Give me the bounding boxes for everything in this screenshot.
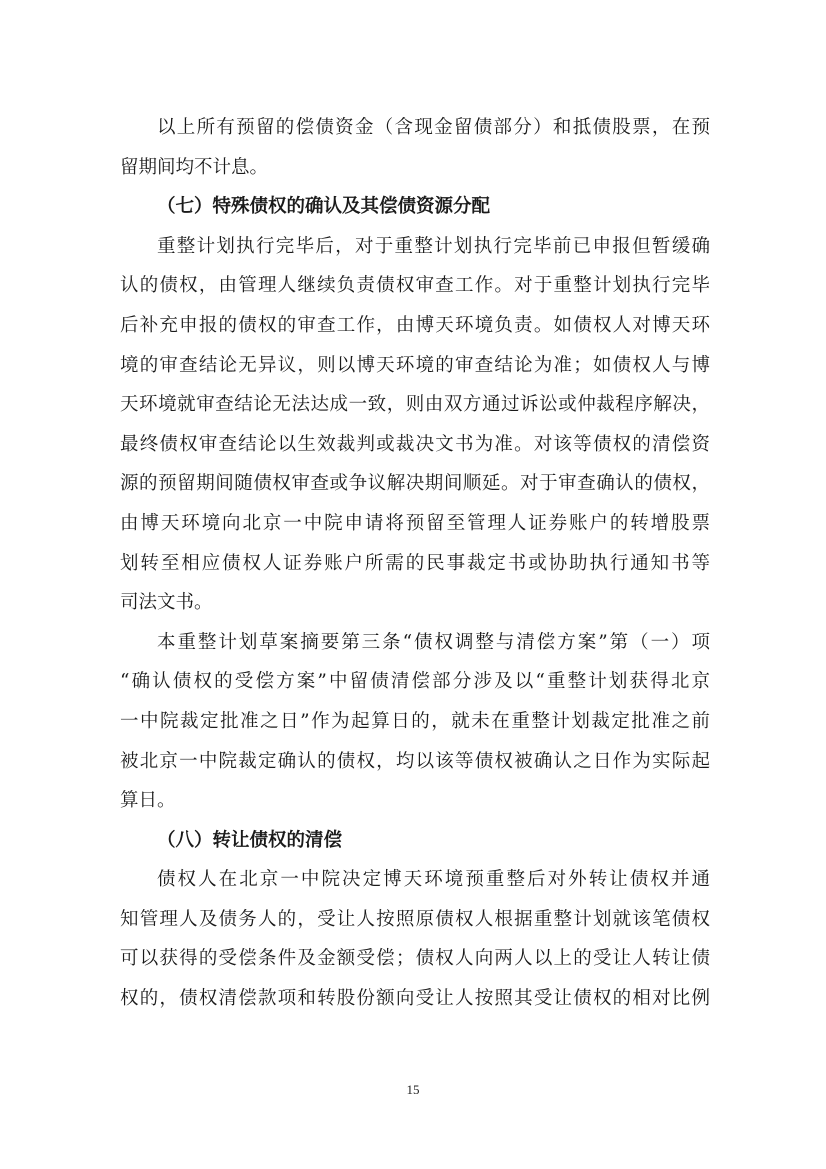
paragraph-line: 天环境就审查结论无法达成一致，则由双方通过诉讼或仲裁程序解决， [120, 394, 710, 416]
paragraph-line: 权的，债权清偿款项和转股份额向受让人按照其受让债权的相对比例 [120, 988, 710, 1010]
section-heading: （八）转让债权的清偿 [157, 829, 343, 851]
page-number: 15 [406, 1082, 420, 1097]
paragraph-line: 本重整计划草案摘要第三条“债权调整与清偿方案”第（一）项 [157, 631, 710, 653]
paragraph-line: 一中院裁定批准之日”作为起算日的，就未在重整计划裁定批准之前 [120, 710, 710, 732]
paragraph-line: 由博天环境向北京一中院申请将预留至管理人证券账户的转增股票 [120, 512, 710, 534]
paragraph-line: 司法文书。 [120, 592, 213, 614]
section-heading: （七）特殊债权的确认及其偿债资源分配 [157, 196, 491, 218]
paragraph-line: 重整计划执行完毕后，对于重整计划执行完毕前已申报但暂缓确 [157, 235, 710, 257]
paragraph-line: 最终债权审查结论以生效裁判或裁决文书为准。对该等债权的清偿资 [120, 433, 710, 455]
paragraph-line: 留期间均不计息。 [120, 156, 269, 178]
paragraph-line: 以上所有预留的偿债资金（含现金留债部分）和抵债股票，在预 [157, 117, 710, 138]
paragraph-line: 债权人在北京一中院决定博天环境预重整后对外转让债权并通 [157, 869, 710, 891]
paragraph-line: 后补充申报的债权的审查工作，由博天环境负责。如债权人对博天环 [120, 314, 710, 336]
paragraph-line: 源的预留期间随债权审查或争议解决期间顺延。对于审查确认的债权， [120, 473, 710, 495]
paragraph-line: 算日。 [120, 790, 176, 812]
paragraph-line: “确认债权的受偿方案”中留债清偿部分涉及以“重整计划获得北京 [120, 671, 710, 693]
document-body [120, 108, 710, 1019]
paragraph-line: 可以获得的受偿条件及金额受偿；债权人向两人以上的受让人转让债 [120, 948, 710, 970]
paragraph-line: 划转至相应债权人证券账户所需的民事裁定书或协助执行通知书等 [120, 552, 710, 574]
paragraph-line: 认的债权，由管理人继续负责债权审查工作。对于重整计划执行完毕 [120, 275, 710, 297]
paragraph-line: 境的审查结论无异议，则以博天环境的审查结论为准；如债权人与博 [120, 354, 710, 376]
paragraph-line: 被北京一中院裁定确认的债权，均以该等债权被确认之日作为实际起 [120, 750, 710, 772]
paragraph-line: 知管理人及债务人的，受让人按照原债权人根据重整计划就该笔债权 [120, 908, 710, 930]
